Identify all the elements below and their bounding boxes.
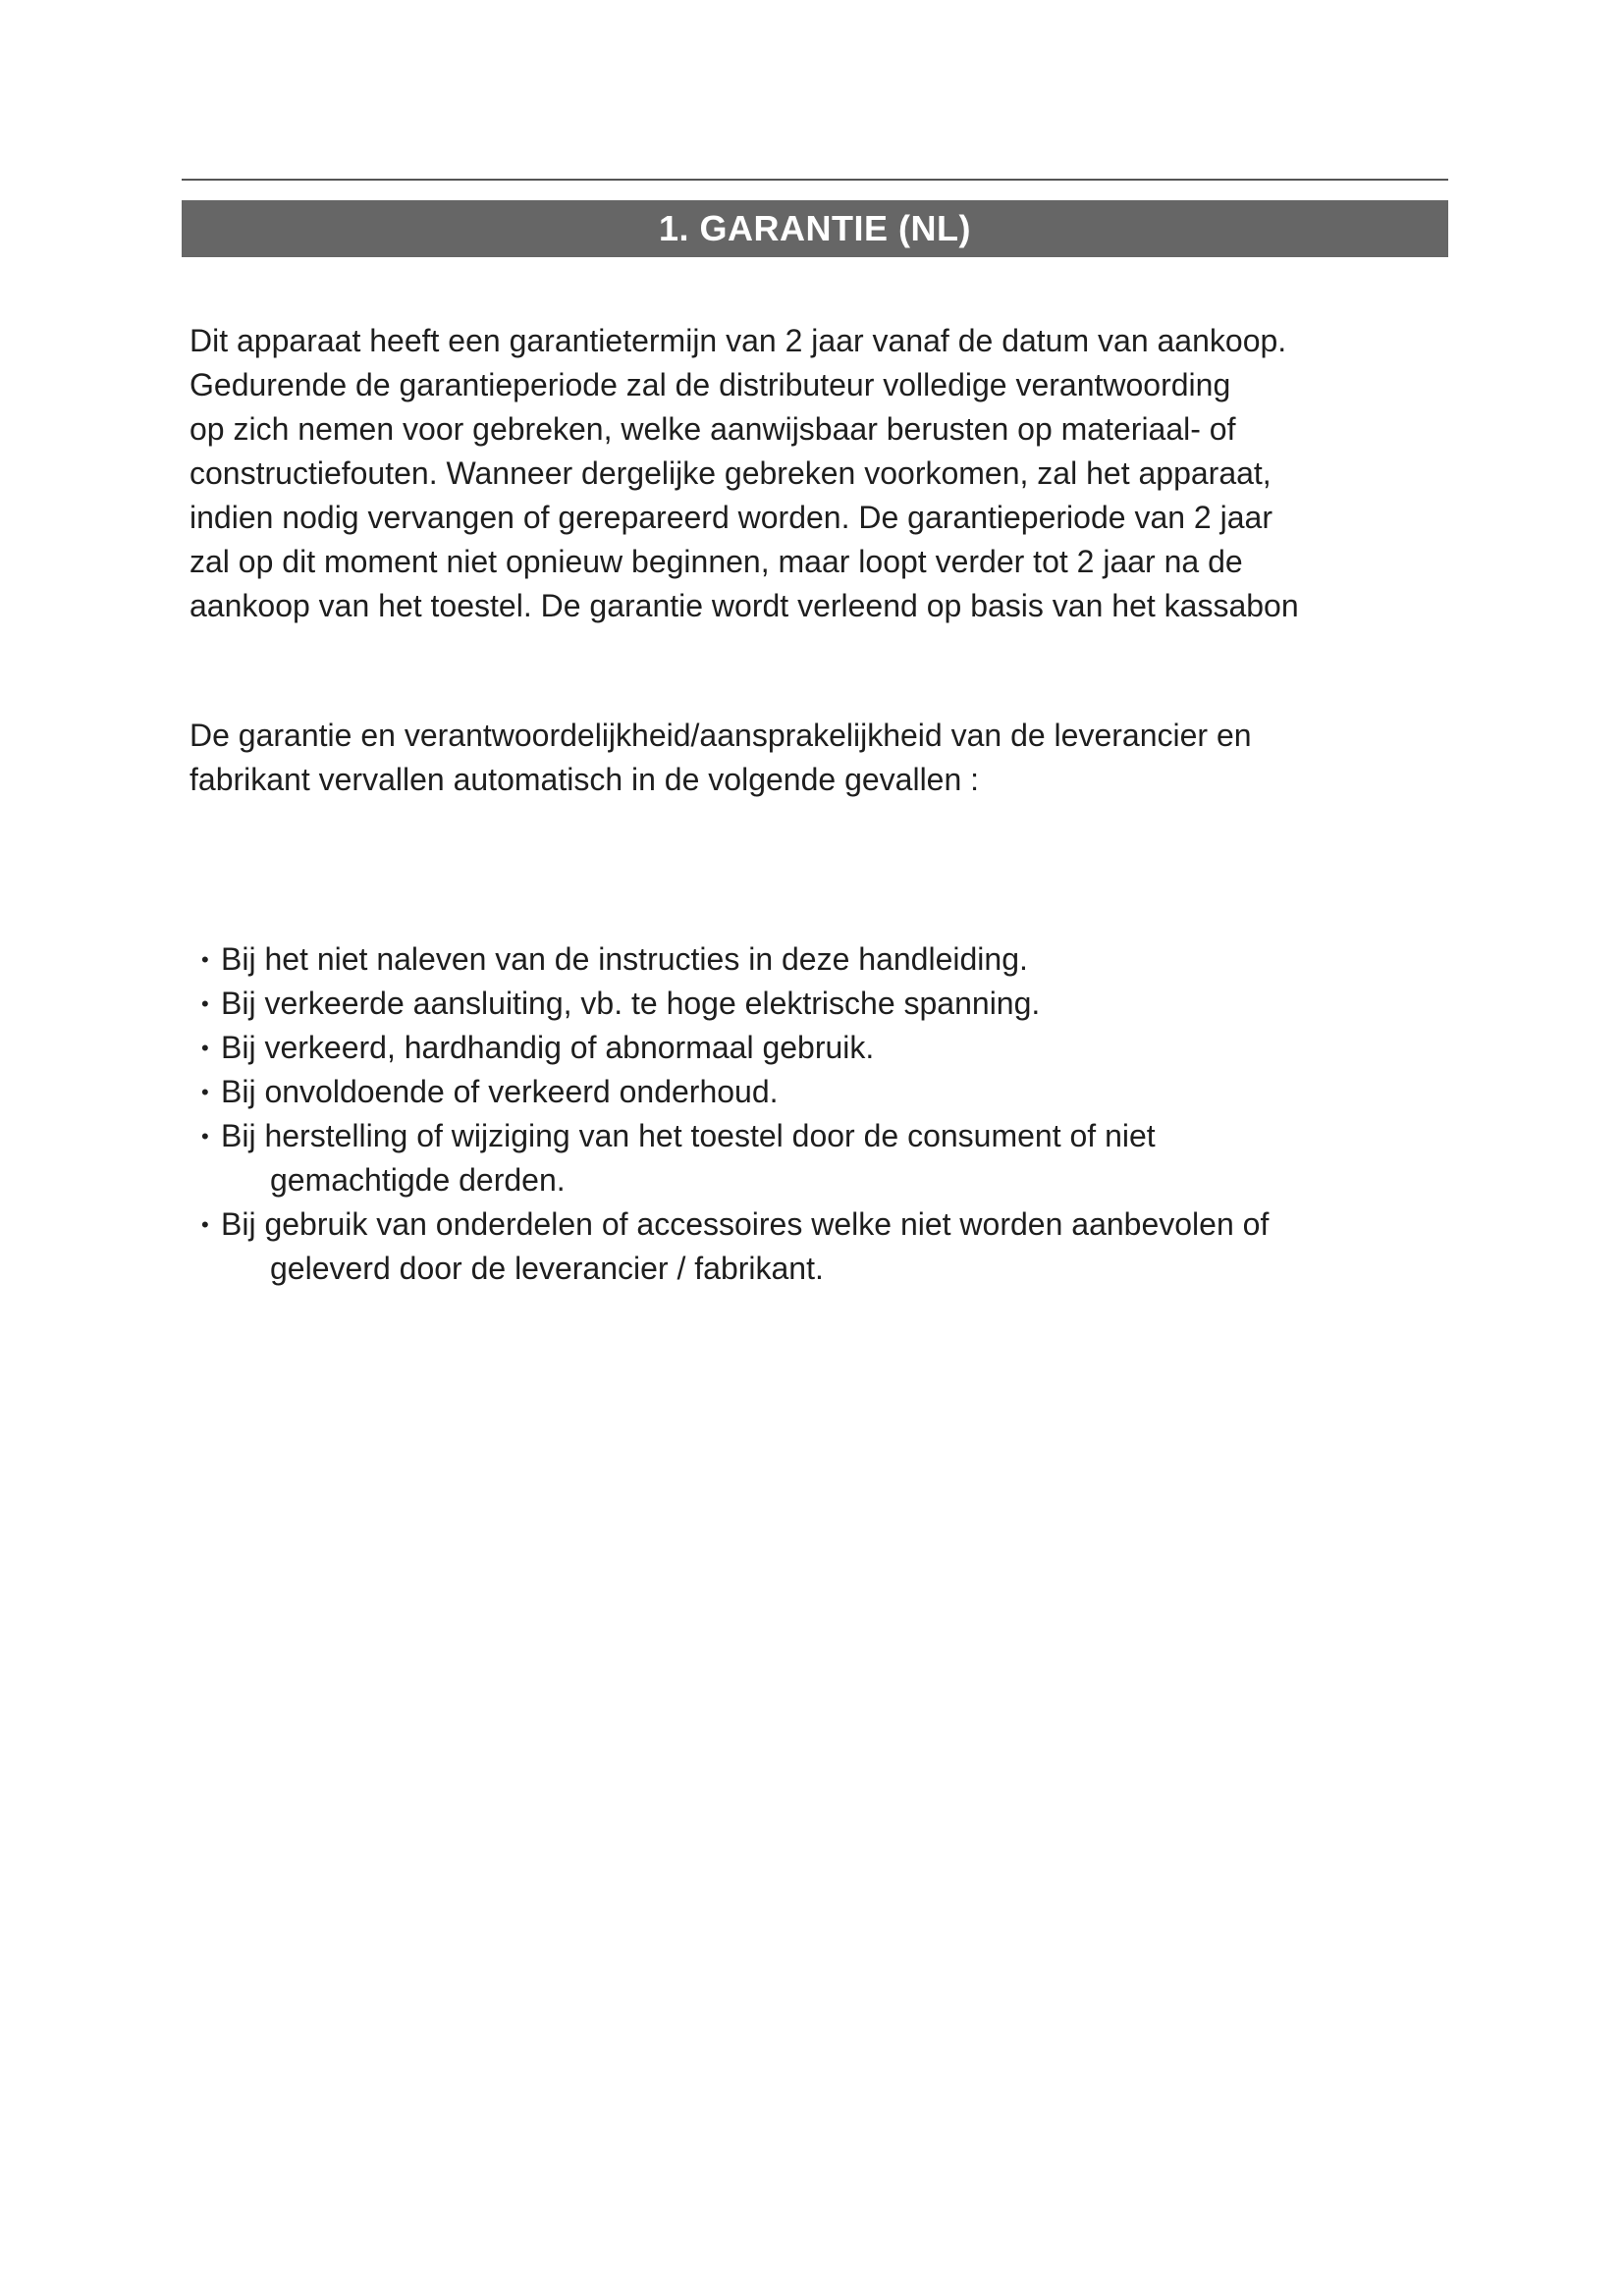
top-divider bbox=[182, 179, 1448, 181]
paragraph-line: zal op dit moment niet opnieuw beginnen, maar loopt verder tot 2 jaar na de bbox=[189, 544, 1243, 579]
paragraph-line: constructiefouten. Wanneer dergelijke gebreken voorkomen, zal het apparaat, bbox=[189, 455, 1272, 491]
paragraph-line: Dit apparaat heeft een garantietermijn van 2 jaar vanaf de datum van aankoop. bbox=[189, 323, 1287, 358]
list-item-text: Bij gebruik van onderdelen of accessoires welke niet worden aanbevolen of bbox=[221, 1206, 1270, 1242]
bullet-icon: • bbox=[201, 991, 209, 1016]
paragraph-line: fabrikant vervallen automatisch in de volgende gevallen : bbox=[189, 762, 980, 797]
list-item bbox=[201, 1114, 1458, 1202]
list-item bbox=[201, 1202, 1458, 1291]
list-item-text: Bij onvoldoende of verkeerd onderhoud. bbox=[221, 1074, 779, 1109]
bullet-icon: • bbox=[201, 1124, 209, 1148]
list-item bbox=[201, 1070, 1458, 1114]
bullet-icon: • bbox=[201, 1080, 209, 1104]
paragraph-line: indien nodig vervangen of gerepareerd worden. De garantieperiode van 2 jaar bbox=[189, 500, 1272, 535]
list-item-text: Bij verkeerde aansluiting, vb. te hoge elektrische spanning. bbox=[221, 986, 1041, 1021]
list-item bbox=[201, 1026, 1458, 1070]
list-item bbox=[201, 982, 1458, 1026]
bullet-icon: • bbox=[201, 947, 209, 972]
paragraph-line: De garantie en verantwoordelijkheid/aansprakelijkheid van de leverancier en bbox=[189, 718, 1252, 753]
bullet-icon: • bbox=[201, 1036, 209, 1060]
paragraph-line: op zich nemen voor gebreken, welke aanwijsbaar berusten op materiaal- of bbox=[189, 411, 1236, 447]
warranty-void-intro-paragraph bbox=[189, 714, 1466, 802]
paragraph-line: aankoop van het toestel. De garantie wordt verleend op basis van het kassabon bbox=[189, 588, 1299, 623]
void-conditions-list bbox=[201, 937, 1458, 1291]
warranty-terms-paragraph bbox=[189, 319, 1466, 628]
list-item-text-continued: geleverd door de leverancier / fabrikant. bbox=[270, 1251, 824, 1286]
bullet-icon: • bbox=[201, 1212, 209, 1237]
list-item bbox=[201, 937, 1458, 982]
list-item-text: Bij herstelling of wijziging van het toestel door de consument of niet bbox=[221, 1118, 1156, 1153]
list-item-text: Bij verkeerd, hardhandig of abnormaal gebruik. bbox=[221, 1030, 875, 1065]
section-header bbox=[182, 200, 1448, 257]
paragraph-line: Gedurende de garantieperiode zal de distributeur volledige verantwoording bbox=[189, 367, 1231, 402]
list-item-text-continued: gemachtigde derden. bbox=[270, 1162, 566, 1198]
list-item-text: Bij het niet naleven van de instructies in deze handleiding. bbox=[221, 941, 1028, 977]
section-title: 1. GARANTIE (NL) bbox=[659, 208, 971, 248]
